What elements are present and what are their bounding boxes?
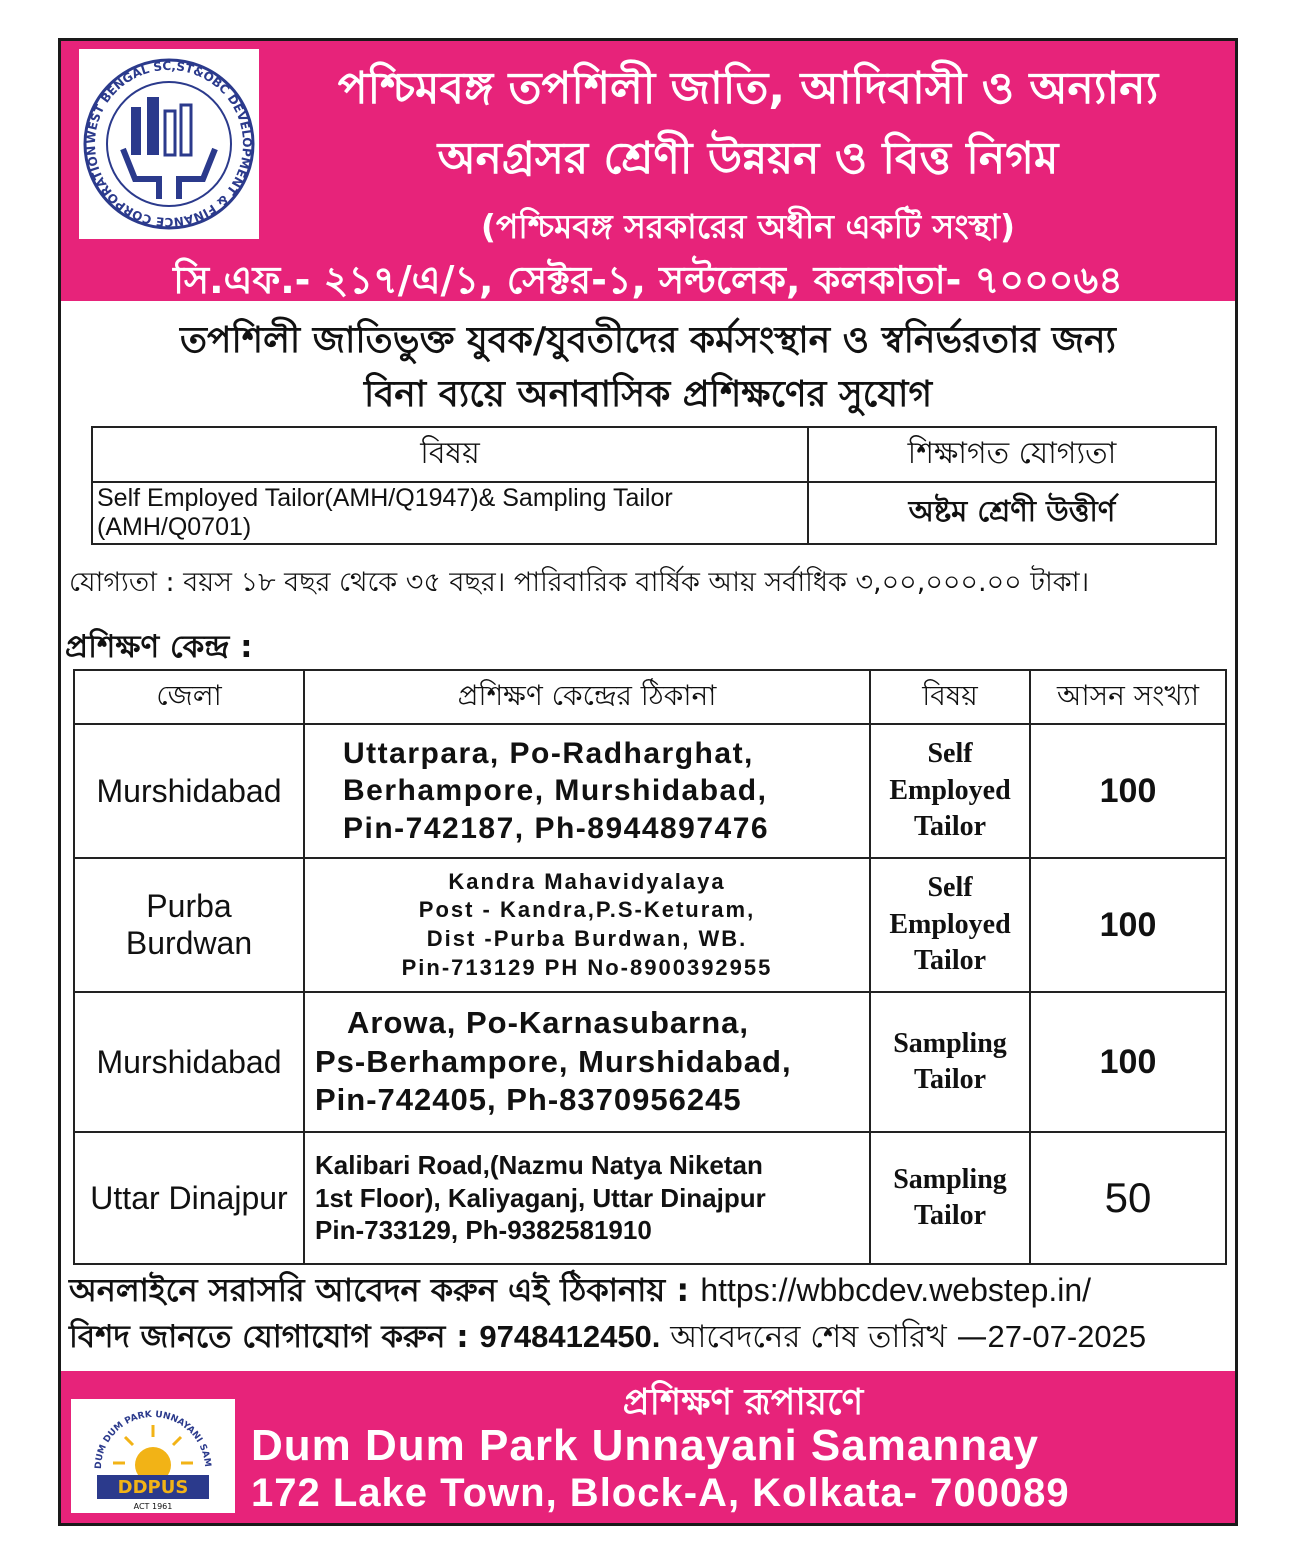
course-header-subject: বিষয় bbox=[92, 427, 808, 482]
table-row bbox=[74, 858, 1226, 992]
header-banner bbox=[61, 41, 1235, 301]
center-seats: 50 bbox=[1030, 1132, 1226, 1264]
table-row bbox=[74, 1132, 1226, 1264]
center-district: Purba Burdwan bbox=[74, 858, 304, 992]
table-row bbox=[74, 724, 1226, 858]
corporation-logo-text: WEST BENGAL SC,ST&OBC DEVELOPMENT & FINANCE CORPORATION bbox=[83, 58, 255, 230]
center-seats: 100 bbox=[1030, 724, 1226, 858]
course-table bbox=[91, 426, 1217, 545]
deadline-date: 27-07-2025 bbox=[987, 1319, 1147, 1354]
contact-text: বিশদ জানতে যোগাযোগ করুন : bbox=[69, 1319, 480, 1355]
ddpus-logo-text: DDPUS bbox=[117, 1477, 189, 1498]
center-seats: 100 bbox=[1030, 858, 1226, 992]
contact-phone: 9748412450. bbox=[479, 1319, 661, 1354]
center-subject: Self Employed Tailor bbox=[870, 724, 1030, 858]
center-subject: Sampling Tailor bbox=[870, 1132, 1030, 1264]
apply-text: অনলাইনে সরাসরি আবেদন করুন এই ঠিকানায় : bbox=[69, 1271, 701, 1309]
ddpus-act-text: ACT 1961 bbox=[133, 1502, 173, 1511]
center-district: Uttar Dinajpur bbox=[74, 1132, 304, 1264]
course-name: Self Employed Tailor(AMH/Q1947)& Sampling Tailor (AMH/Q0701) bbox=[92, 482, 808, 544]
centers-header-district: জেলা bbox=[74, 670, 304, 724]
corporation-logo-icon bbox=[79, 49, 259, 239]
corporation-subtitle: (পশ্চিমবঙ্গ সরকারের অধীন একটি সংস্থা) bbox=[480, 207, 1016, 246]
corporation-logo bbox=[79, 49, 259, 239]
partner-org-address: 172 Lake Town, Block-A, Kolkata- 700089 bbox=[251, 1471, 1070, 1515]
apply-url-link[interactable]: https://wbbcdev.webstep.in/ bbox=[700, 1272, 1092, 1308]
contact-info bbox=[69, 1313, 1146, 1365]
deadline-label: আবেদনের শেষ তারিখ — bbox=[660, 1319, 988, 1355]
partner-org-name: Dum Dum Park Unnayani Samannay bbox=[251, 1421, 1040, 1470]
centers-header-seats: আসন সংখ্যা bbox=[1030, 670, 1226, 724]
centers-header-address: প্রশিক্ষণ কেন্দ্রের ঠিকানা bbox=[304, 670, 870, 724]
centers-table bbox=[73, 669, 1227, 1265]
center-address: Kalibari Road,(Nazmu Natya Niketan 1st Floor), Kaliyaganj, Uttar Dinajpur Pin-733129, Ph-9382581910 bbox=[304, 1132, 870, 1264]
center-subject: Sampling Tailor bbox=[870, 992, 1030, 1132]
eligibility-text: যোগ্যতা : বয়স ১৮ বছর থেকে ৩৫ বছর। পারিবারিক বার্ষিক আয় সর্বাধিক ৩,০০,০০০.০০ টাকা। bbox=[69, 567, 1090, 598]
notice-title-line1: তপশিলী জাতিভুক্ত যুবক/যুবতীদের কর্মসংস্থান ও স্বনির্ভরতার জন্য bbox=[180, 320, 1116, 361]
corporation-address: সি.এফ.- ২১৭/এ/১, সেক্টর-১, সল্টলেক, কলকাতা- ৭০০০৬৪ bbox=[173, 258, 1123, 302]
ddpus-logo-icon bbox=[71, 1399, 235, 1513]
implemented-by: প্রশিক্ষণ রূপায়ণে bbox=[622, 1382, 864, 1423]
corporation-name-line1: পশ্চিমবঙ্গ তপশিলী জাতি, আদিবাসী ও অন্যান্য bbox=[337, 63, 1159, 114]
centers-header-subject: বিষয় bbox=[870, 670, 1030, 724]
center-seats: 100 bbox=[1030, 992, 1226, 1132]
center-subject: Self Employed Tailor bbox=[870, 858, 1030, 992]
corporation-name-line2: অনগ্রসর শ্রেণী উন্নয়ন ও বিত্ত নিগম bbox=[437, 133, 1059, 184]
center-address: Arowa, Po-Karnasubarna, Ps-Berhampore, Murshidabad, Pin-742405, Ph-8370956245 bbox=[304, 992, 870, 1132]
apply-online bbox=[69, 1265, 1091, 1319]
notice-frame bbox=[58, 38, 1238, 1526]
centers-label: প্রশিক্ষণ কেন্দ্র : bbox=[65, 629, 253, 665]
notice-title-line2: বিনা ব্যয়ে অনাবাসিক প্রশিক্ষণের সুযোগ bbox=[363, 374, 933, 415]
center-district: Murshidabad bbox=[74, 724, 304, 858]
center-district: Murshidabad bbox=[74, 992, 304, 1132]
course-header-qualification: শিক্ষাগত যোগ্যতা bbox=[808, 427, 1216, 482]
ddpus-logo bbox=[71, 1399, 235, 1513]
footer-banner bbox=[61, 1371, 1235, 1523]
center-address: Kandra Mahavidyalaya Post - Kandra,P.S-Keturam, Dist -Purba Burdwan, WB. Pin-713129 PH No-8900392955 bbox=[304, 858, 870, 992]
table-row bbox=[74, 992, 1226, 1132]
ddpus-arc-text: DUM DUM PARK UNNAYANI SAM bbox=[93, 1409, 213, 1470]
course-qualification: অষ্টম শ্রেণী উত্তীর্ণ bbox=[808, 482, 1216, 544]
center-address: Uttarpara, Po-Radharghat, Berhampore, Murshidabad, Pin-742187, Ph-8944897476 bbox=[304, 724, 870, 858]
